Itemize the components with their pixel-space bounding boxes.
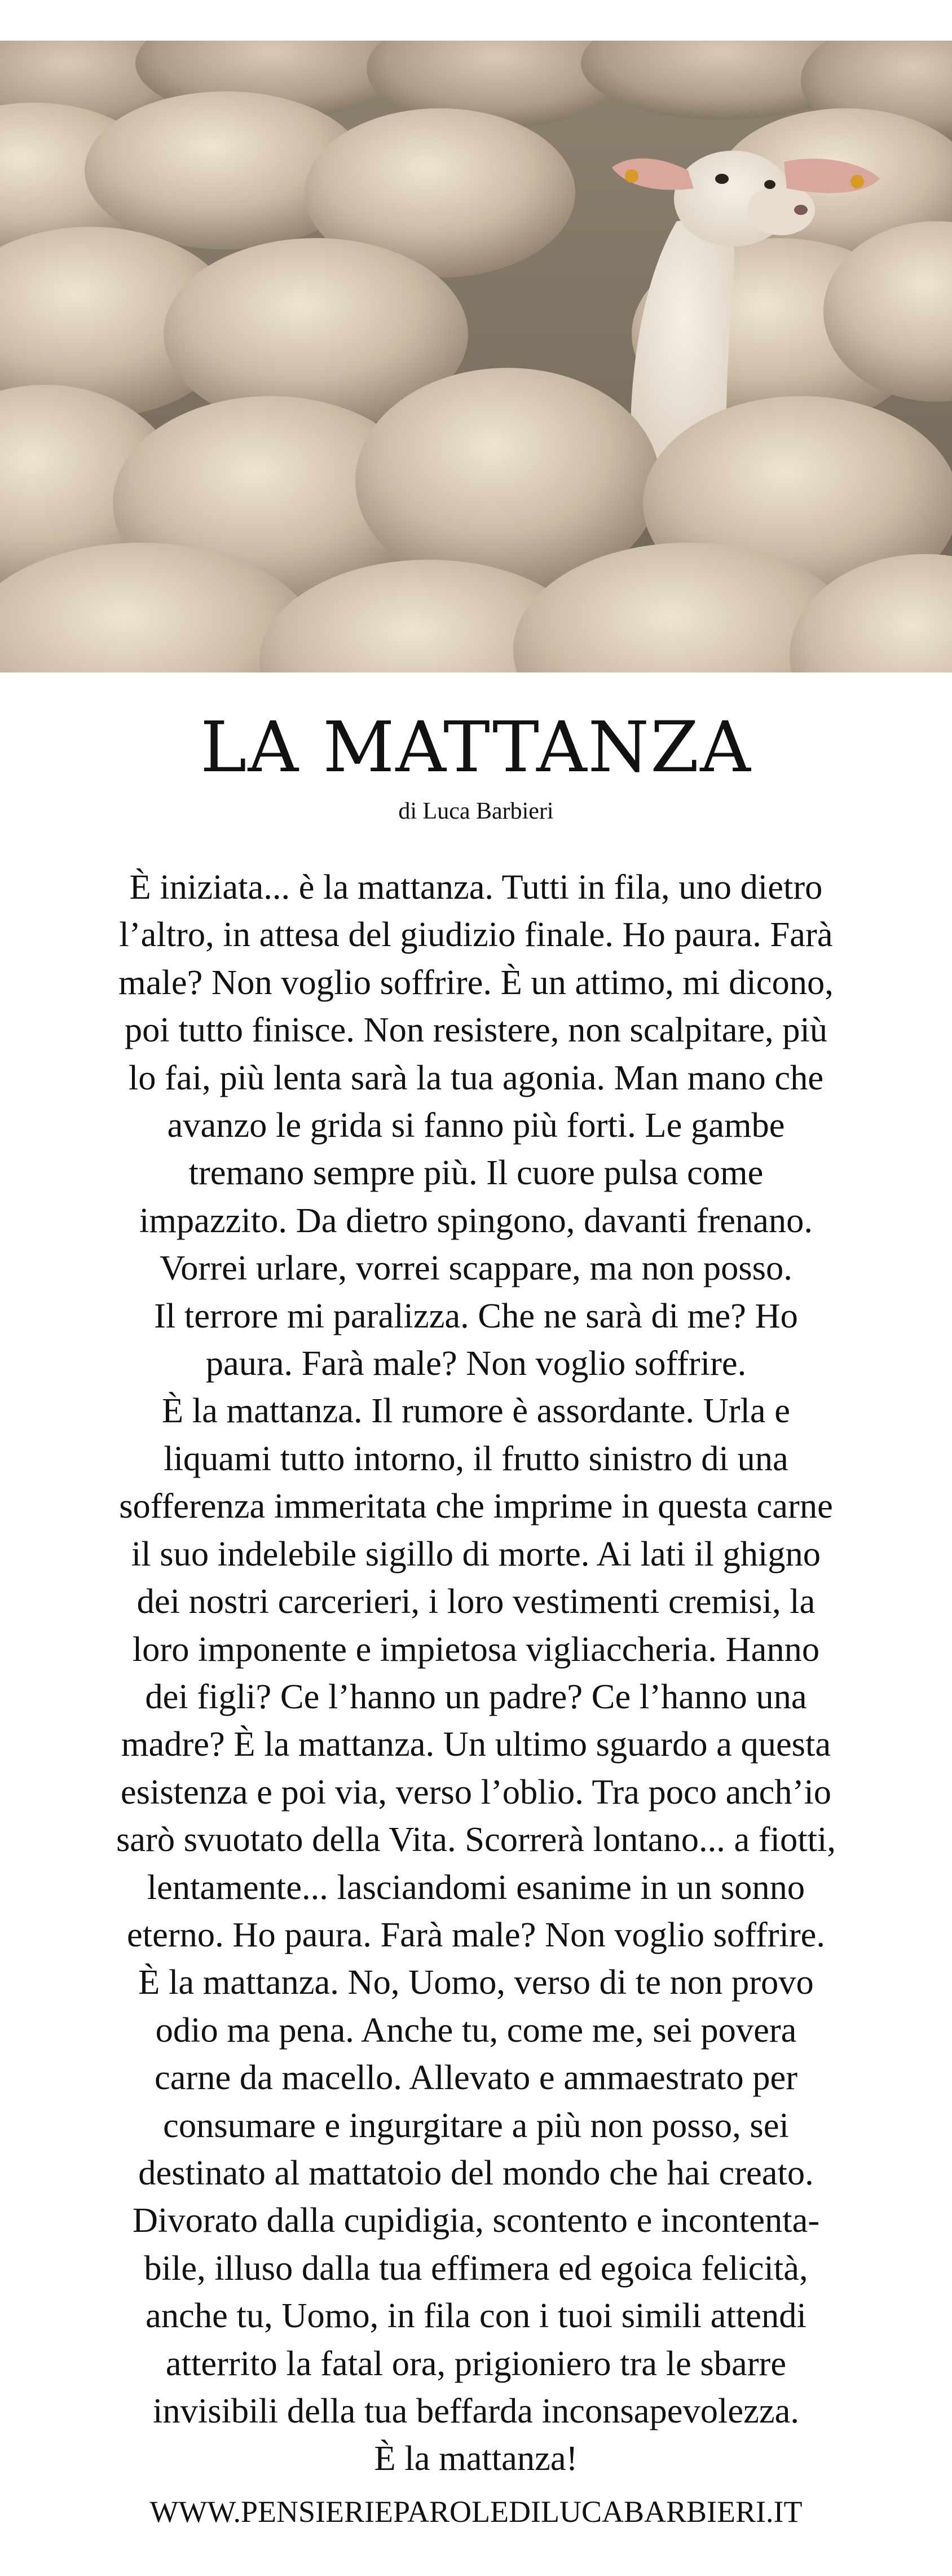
poem-line: dei figli? Ce l’hanno un padre? Ce l’hanno una xyxy=(145,1676,807,1716)
poem-line: atterrito la fatal ora, prigioniero tra le sbarre xyxy=(165,2343,787,2383)
poem-line: l’altro, in attesa del giudizio finale. Ho paura. Farà xyxy=(119,915,833,955)
poem-line: eterno. Ho paura. Farà male? Non voglio soffrire. xyxy=(126,1914,825,1954)
website-url: WWW.PENSIERIEPAROLEDILUCABARBIERI.IT xyxy=(149,2495,803,2529)
poem-line: anche tu, Uomo, in fila con i tuoi simili attendi xyxy=(146,2296,806,2336)
poem-line: dei nostri carcerieri, i loro vestimenti cremisi, la xyxy=(136,1581,816,1621)
poem-line: invisibili della tua beffarda inconsapevolezza. xyxy=(153,2391,799,2430)
page-title: LA MATTANZA xyxy=(200,707,752,788)
poem-line: Il terrore mi paralizza. Che ne sarà di me? Ho xyxy=(154,1295,798,1335)
poem-line: È la mattanza! xyxy=(374,2438,578,2478)
poem-line: È iniziata... è la mattanza. Tutti in fila, uno dietro xyxy=(129,867,823,907)
poem-line: poi tutto finisce. Non resistere, non scalpitare, più xyxy=(124,1010,828,1050)
poem-body xyxy=(79,863,873,2482)
poem-line: destinato al mattatoio del mondo che hai creato. xyxy=(138,2152,814,2192)
poem-line: loro imponente e impietosa vigliaccheria. Hanno xyxy=(132,1629,820,1669)
poem-line: sofferenza immeritata che imprime in questa carne xyxy=(119,1486,833,1526)
poem-line: sarò svuotato della Vita. Scorrerà lontano... a fiotti, xyxy=(116,1819,836,1860)
poem-line: lo fai, più lenta sarà la tua agonia. Man mano che xyxy=(128,1057,824,1097)
poem-line: tremano sempre più. Il cuore pulsa come xyxy=(188,1153,764,1193)
poem-line: odio ma pena. Anche tu, come me, sei povera xyxy=(155,2010,797,2050)
poem-line: bile, illuso dalla tua effimera ed egoica felicità, xyxy=(144,2248,808,2288)
poem-line: liquami tutto intorno, il frutto sinistro di una xyxy=(164,1438,788,1478)
sheep-flock-photo xyxy=(0,41,952,672)
poem-line: il suo indelebile sigillo di morte. Ai lati il ghigno xyxy=(131,1533,821,1573)
poem-line: madre? È la mattanza. Un ultimo sguardo a questa xyxy=(121,1724,831,1764)
sheep-illustration xyxy=(0,41,952,672)
poem-line: Vorrei urlare, vorrei scappare, ma non posso. xyxy=(160,1248,792,1288)
poem-line: È la mattanza. Il rumore è assordante. Urla e xyxy=(161,1391,791,1431)
poem-line: lentamente... lasciandomi esanime in un sonno xyxy=(147,1867,805,1907)
poem-line: carne da macello. Allevato e ammaestrato per xyxy=(154,2058,798,2098)
poem-line: male? Non voglio soffrire. È un attimo, mi dicono, xyxy=(118,962,834,1002)
poem-line: esistenza e poi via, verso l’oblio. Tra poco anch’io xyxy=(120,1771,832,1812)
poem-line: avanzo le grida si fanno più forti. Le gambe xyxy=(167,1105,785,1145)
poem-line: Divorato dalla cupidigia, scontento e incontenta- xyxy=(132,2200,820,2240)
author-byline: di Luca Barbieri xyxy=(398,798,554,824)
poem-line: paura. Farà male? Non voglio soffrire. xyxy=(205,1343,747,1383)
poem-line: È la mattanza. No, Uomo, verso di te non provo xyxy=(138,1962,814,2002)
poem-line: consumare e ingurgitare a più non posso, sei xyxy=(163,2105,789,2145)
poem-line: impazzito. Da dietro spingono, davanti frenano. xyxy=(139,1200,813,1240)
